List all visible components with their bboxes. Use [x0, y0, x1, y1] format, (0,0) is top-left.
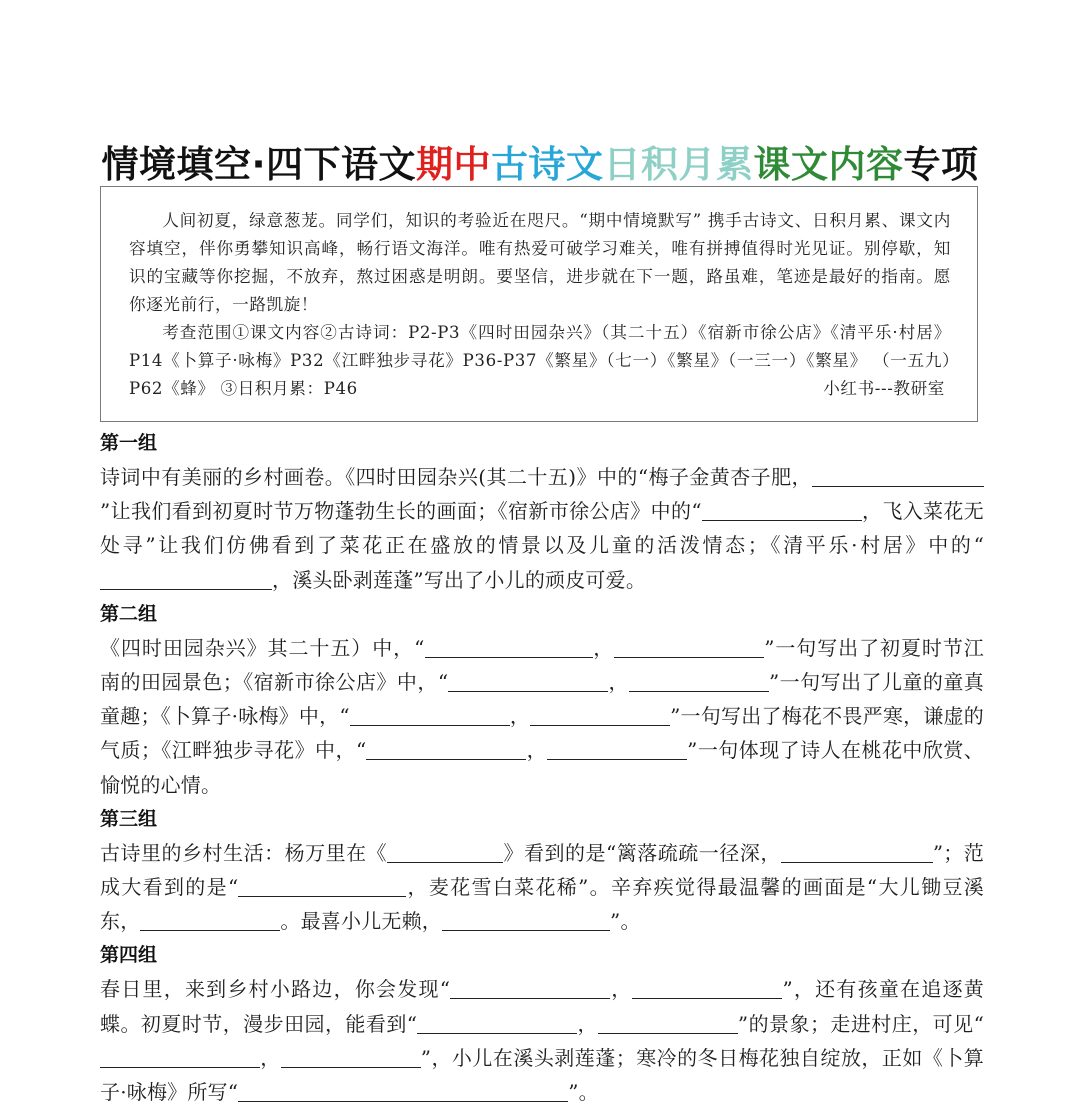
- group-2-text: [100, 631, 984, 802]
- answer-blank[interactable]: [629, 669, 769, 692]
- title-part-text-content: 课文内容: [753, 143, 904, 186]
- group-3-text: [100, 836, 984, 939]
- text-segment: ，: [526, 738, 548, 763]
- title-part-midterm: 期中: [416, 143, 492, 186]
- answer-blank[interactable]: [702, 498, 862, 521]
- answer-blank[interactable]: [448, 669, 608, 692]
- text-segment: ，溪头卧剥莲蓬”写出了小儿的顽皮可爱。: [272, 567, 647, 592]
- text-segment: ”。: [568, 1080, 599, 1105]
- answer-blank[interactable]: [812, 464, 984, 487]
- text-segment: 》看到的是“篱落疏疏一径深，: [503, 840, 781, 865]
- text-segment: ，: [577, 1011, 598, 1036]
- text-segment: 《四时田园杂兴》其二十五）中，“: [100, 635, 425, 660]
- exercise-content: [100, 426, 984, 1109]
- answer-blank[interactable]: [100, 1045, 260, 1068]
- signature: 小红书---教研室: [823, 379, 945, 398]
- text-segment: ”，还有孩童在追逐黄蝶。初夏时节，漫步田园，能看到“: [100, 977, 985, 1036]
- answer-blank[interactable]: [450, 976, 610, 999]
- group-4-text: [100, 972, 984, 1109]
- text-segment: “: [691, 499, 702, 524]
- answer-blank[interactable]: [442, 908, 610, 931]
- text-segment: 诗词中有美丽的乡村画卷。《四时田园杂兴(其二十五)》中的“梅子金黄杏子肥，: [100, 465, 812, 489]
- answer-blank[interactable]: [530, 703, 670, 726]
- group-3-heading: 第三组: [100, 807, 158, 830]
- text-segment: ”一句写出了初夏时节江南的田园景色；《宿新市徐公店》中，“: [100, 635, 984, 695]
- title-part-ancient-poetry: 古诗文: [491, 143, 604, 186]
- exam-scope: [129, 319, 951, 403]
- text-segment: 古诗里的乡村生活：杨万里在《: [100, 840, 388, 865]
- text-segment: ”的景象；走进村庄，可见“: [737, 1011, 984, 1036]
- answer-blank[interactable]: [281, 1045, 421, 1068]
- intro-paragraph: 人间初夏，绿意葱茏。同学们，知识的考验近在咫尺。“期中情境默写” 携手古诗文、日积月累、课文内容填空，伴你勇攀知识高峰，畅行语文海洋。唯有热爱可破学习难关，唯有拼搏值得时光见证。别停歇，知识的宝藏等你挖掘，不放弃，熬过困惑是明朗。要坚信，进步就在下一题，路虽难，笔迹是最好的指南。愿你逐光前行，一路凯旋！: [129, 211, 951, 314]
- text-segment: ，: [260, 1045, 281, 1070]
- group-2-heading: 第二组: [100, 602, 158, 625]
- text-segment: ，: [608, 670, 629, 695]
- answer-blank[interactable]: [632, 976, 782, 999]
- answer-blank[interactable]: [598, 1011, 738, 1034]
- text-segment: ，: [592, 635, 615, 660]
- text-segment: ，飞入菜花无处寻”让我们仿佛看到了菜花正在盛放的情景以及儿童的活泼情态；《清平乐·村居》中的“: [100, 499, 985, 558]
- answer-blank[interactable]: [238, 874, 406, 897]
- answer-blank[interactable]: [425, 635, 593, 658]
- text-segment: ”让我们看到初夏时节万物蓬勃生长的画面；《宿新市徐公店》中的: [100, 499, 692, 524]
- text-segment: 。最喜小儿无赖，: [280, 909, 443, 934]
- answer-blank[interactable]: [238, 1079, 568, 1102]
- answer-blank[interactable]: [417, 1011, 577, 1034]
- title-part-1: 情境填空·四下语文: [101, 143, 417, 186]
- text-segment: 春日里，来到乡村小路边，你会发现“: [100, 977, 451, 1002]
- intro-box: [100, 186, 978, 422]
- text-segment: ”一句体现了诗人在桃花中欣赏、愉悦的心情。: [100, 738, 985, 797]
- text-segment: ”，小儿在溪头剥莲蓬；寒冷的冬日梅花独自绽放，正如《卜算子·咏梅》所写“: [100, 1045, 984, 1105]
- answer-blank[interactable]: [350, 703, 510, 726]
- page-title: [0, 134, 1080, 188]
- answer-blank[interactable]: [140, 908, 280, 931]
- answer-blank[interactable]: [387, 840, 503, 863]
- text-segment: ”；范成大看到的是“: [100, 840, 984, 900]
- group-1-text: [100, 460, 984, 597]
- answer-blank[interactable]: [366, 737, 526, 760]
- text-segment: ，: [610, 977, 633, 1002]
- group-1-heading: 第一组: [100, 432, 158, 454]
- answer-blank[interactable]: [547, 737, 687, 760]
- text-segment: ”一句写出了儿童的童真童趣；《卜算子·咏梅》中，“: [100, 670, 985, 729]
- exam-scope-text: 考查范围①课文内容②古诗词：P2-P3《四时田园杂兴》（其二十五）《宿新市徐公店》《清平乐·村居》P14《卜算子·咏梅》P32《江畔独步寻花》P36-P37《繁星》（七一）《繁星》（一三一）《繁星》 （一五九）P62《蜂》 ③日积月累：P46: [129, 323, 951, 398]
- answer-blank[interactable]: [614, 635, 764, 658]
- text-segment: ，麦花雪白菜花稀”。辛弃疾觉得最温馨的画面是“大儿锄豆溪东，: [100, 875, 984, 934]
- title-part-daily-accumulation: 日积月累: [603, 143, 754, 186]
- text-segment: ，: [509, 704, 531, 729]
- title-part-special: 专项: [903, 143, 979, 186]
- answer-blank[interactable]: [100, 567, 272, 590]
- group-4-heading: 第四组: [100, 944, 158, 967]
- answer-blank[interactable]: [781, 840, 933, 863]
- text-segment: ”一句写出了梅花不畏严寒，谦虚的气质；《江畔独步寻花》中，“: [100, 704, 984, 763]
- text-segment: ”。: [610, 909, 641, 934]
